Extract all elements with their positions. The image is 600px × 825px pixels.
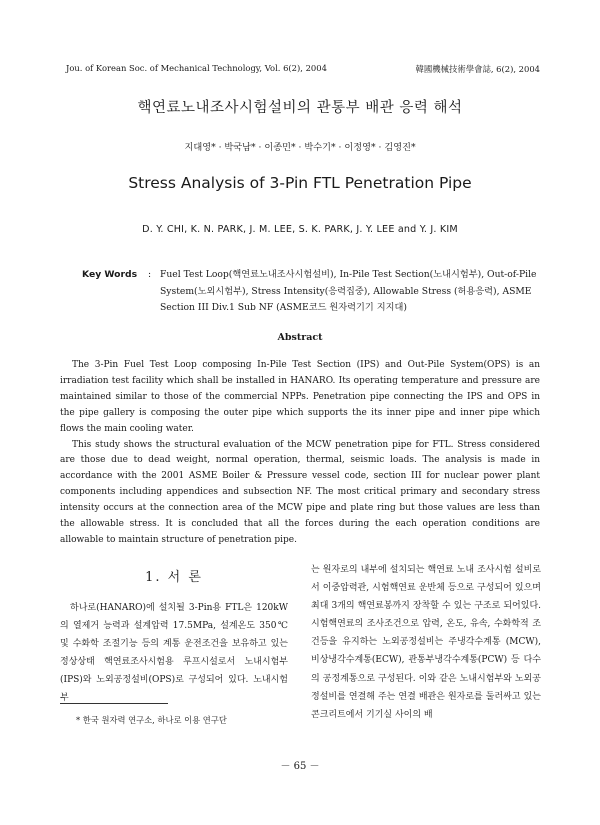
header-journal-en: Jou. of Korean Soc. of Mechanical Technology, Vol. 6(2), 2004 xyxy=(66,63,327,73)
abstract-paragraph-1: The 3-Pin Fuel Test Loop composing In-Pile Test Section (IPS) and Out-Pile System(OPS) is an irradiation test facility which shall be installed in HANARO. Its operating temperature and pressure are maintained similar to those of the commercial NPPs. Penetration pipe connecting the IPS and OPS in the pipe gallery is composing the outer pipe which supports the its inner pipe and inner pipe which flows the main cooling water. xyxy=(60,360,540,434)
footnote: * 한국 원자력 연구소, 하나로 이용 연구단 xyxy=(76,715,227,725)
keywords-colon: : xyxy=(148,269,152,280)
running-header xyxy=(66,63,540,75)
abstract-title: Abstract xyxy=(277,332,323,343)
page-number: － 65 － xyxy=(280,761,320,772)
footnote-rule xyxy=(60,703,168,704)
intro-paragraph-left: 하나로(HANARO)에 설치될 3-Pin용 FTL은 120kW의 열제거 능력과 설계압력 17.5MPa, 설계온도 350℃ 및 수화학 조절기능 등의 계통 운전조건을 보유하고 있는 정상상태 핵연료조사시험용 루프시설로서 노내시험부(IPS)와 노외공정설비(OPS)로 구성되어 있다. 노내시험부 xyxy=(60,603,288,704)
header-journal-kr: 韓國機械技術學會誌, 6(2), 2004 xyxy=(415,64,540,74)
intro-paragraph-right: 는 원자로의 내부에 설치되는 핵연료 노내 조사시험 설비로서 이중압력관, 시험핵연료 운반체 등으로 구성되어 있으며 최대 3개의 핵연료봉까지 장착할 수 있는 구조로 되어있다. 시험핵연료의 조사조건으로 압력, 온도, 유속, 수화학적 조건등을 유지하는 노외공정설비는 주냉각수계통 (MCW), 비상냉각수계통(ECW), 관통부냉각수계통(PCW) 등 다수의 공정계통으로 구성된다. 이와 같은 노내시험부와 노외공정설비를 연결해 주는 연결 배관은 원자로를 둘러싸고 있는 콘크리트에서 기기실 사이의 배 xyxy=(311,565,541,720)
korean-authors: 지대영* · 박국남* · 이종민* · 박수기* · 이정영* · 김영진* xyxy=(184,142,416,153)
abstract-paragraph-2: This study shows the structural evaluation of the MCW penetration pipe for FTL. Stress considered are those due to dead weight, normal operation, thermal, seismic loads. The analysis is made in accordance with the 2001 ASME Boiler & Pressure vessel code, section III for nuclear power plant components including appendices and subsection NF. The most critical primary and secondary stress intensity occurs at the connection area of the MCW pipe and plate ring but those values are less than the allowable stress. It is concluded that all the forces during the each operation conditions are allowable to maintain structure of penetration pipe. xyxy=(60,439,540,545)
section-1-title: 1. 서 론 xyxy=(145,570,203,585)
english-authors: D. Y. CHI, K. N. PARK, J. M. LEE, S. K. PARK, J. Y. LEE and Y. J. KIM xyxy=(142,224,458,235)
keywords-text: Fuel Test Loop(핵연료노내조사시험설비), In-Pile Test Section(노내시험부), Out-of-Pile System(노외시험부), Stress Intensity(응력집중), Allowable Stress (허용응력), ASME Section III Div.1 Sub NF (ASME코드 원자력기기 지지대) xyxy=(160,269,537,313)
korean-title: 핵연료노내조사시험설비의 관통부 배관 응력 해석 xyxy=(137,100,463,116)
keywords-block xyxy=(82,267,552,317)
english-title: Stress Analysis of 3-Pin FTL Penetration Pipe xyxy=(128,174,472,192)
right-column-text xyxy=(311,561,541,724)
keywords-label: Key Words xyxy=(82,269,138,280)
left-column-text xyxy=(60,599,288,708)
abstract-body xyxy=(60,358,540,549)
